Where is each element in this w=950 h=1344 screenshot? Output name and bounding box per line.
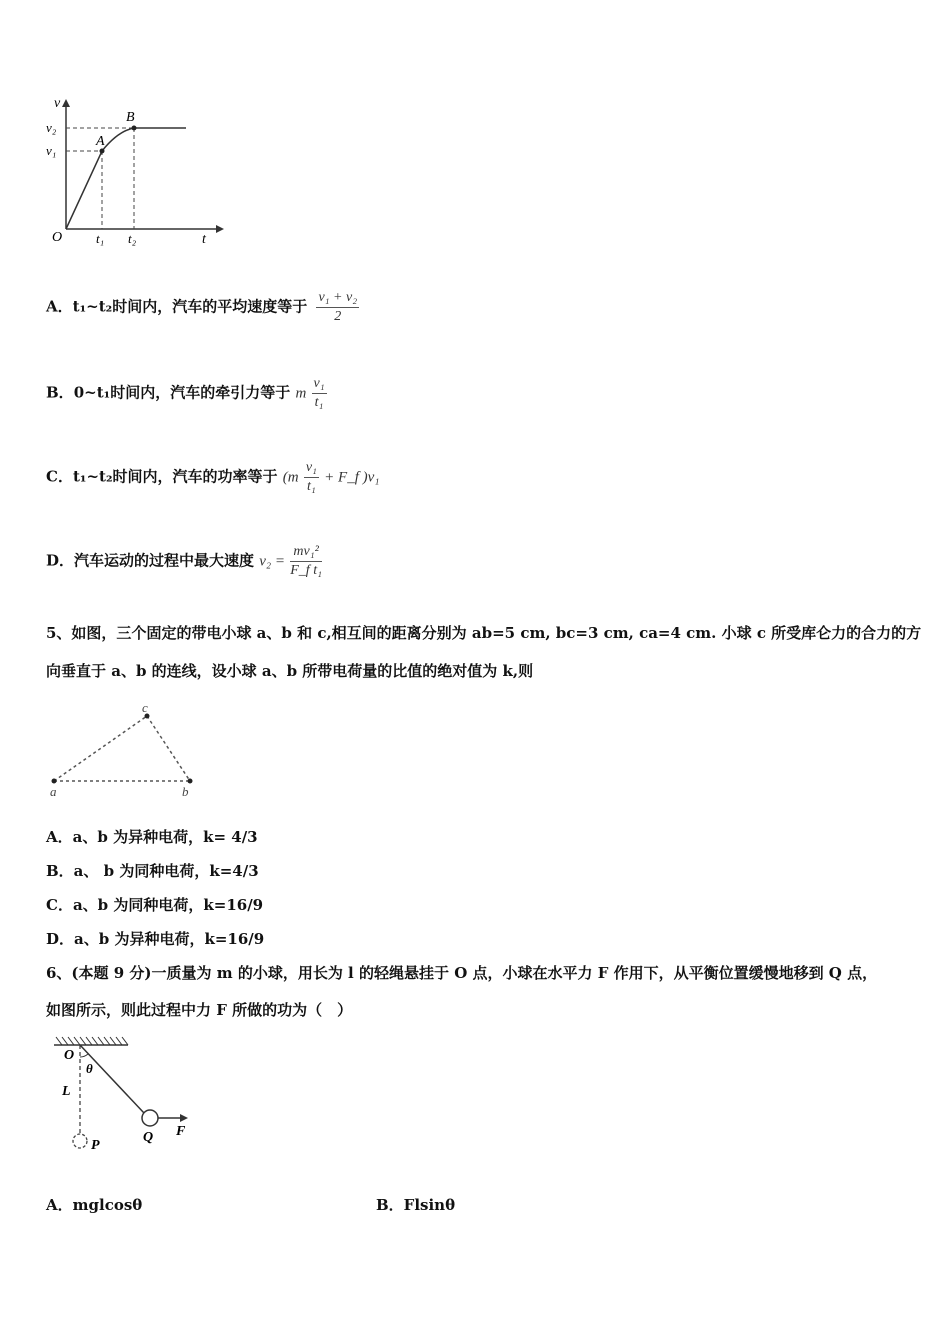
theta-arc <box>80 1054 88 1057</box>
q4-option-a: A．t₁~t₂时间内，汽车的平均速度等于 $\frac{\text{v₁ + v₂}}{2}$ <box>46 290 358 324</box>
q6-pendulum-figure <box>40 1033 200 1158</box>
force-arrow <box>180 1114 188 1122</box>
label-q: Q <box>143 1130 154 1145</box>
label-c: c <box>142 700 148 715</box>
label-o: O <box>52 230 63 245</box>
point-a <box>100 149 105 154</box>
label-o: O <box>64 1048 75 1063</box>
label-p: P <box>91 1138 100 1153</box>
q5-option-c: C．a、b 为同种电荷，k=16/9 <box>46 896 264 914</box>
q6-stem-line1: 6、(本题 9 分)一质量为 m 的小球，用长为 l 的轻绳悬挂于 O 点，小球在水平力 F 作用下，从平衡位置缓慢地移到 Q 点， <box>46 964 878 982</box>
label-a: A <box>96 134 105 149</box>
q4-option-d: D．汽车运动的过程中最大速度 v₂ = $\frac{\text{mv₁²}}{\text{F\_f t₁}}$ <box>46 544 322 578</box>
ball-p <box>73 1134 87 1148</box>
ball-a <box>52 779 57 784</box>
label-a: a <box>50 784 57 799</box>
q4-option-c: C．t₁~t₂时间内，汽车的功率等于 (m $\frac{\text{v₁}}{\text{t₁}}$ + F_f )v₁ <box>46 460 380 494</box>
q6-option-a: A．mglcosθ <box>46 1196 143 1214</box>
q4-option-b: B．0~t₁时间内，汽车的牵引力等于 m $\frac{\text{v₁}}{\text{t₁}}$ <box>46 376 325 410</box>
label-v: v <box>54 96 61 111</box>
label-t: t <box>202 232 206 247</box>
label-t1: t₁ <box>96 231 105 246</box>
q5-triangle-figure <box>40 700 210 800</box>
label-f: F <box>176 1124 186 1139</box>
point-b <box>132 126 137 131</box>
segment-bc <box>147 716 190 781</box>
q6-stem-line2: 如图所示，则此过程中力 F 所做的功为（ ） <box>46 1001 353 1019</box>
label-b: B <box>126 110 135 125</box>
q5-stem-line1: 5、如图，三个固定的带电小球 a、b 和 c,相互间的距离分别为 ab=5 cm, bc=3 cm, ca=4 cm. 小球 c 所受库仑力的合力的方 <box>46 624 922 642</box>
label-theta: θ <box>86 1061 93 1076</box>
vt-curve <box>66 128 186 229</box>
label-v1: v₁ <box>46 143 57 158</box>
q5-stem-line2: 向垂直于 a、b 的连线，设小球 a、b 所带电荷量的比值的绝对值为 k,则 <box>46 662 534 680</box>
ball-b <box>188 779 193 784</box>
v-axis-arrow <box>62 99 70 107</box>
q6-option-b: B．Flsinθ <box>376 1196 456 1214</box>
ball-q <box>142 1110 158 1126</box>
rope <box>80 1045 144 1113</box>
vt-graph <box>40 95 230 250</box>
ceiling-hatch <box>56 1037 128 1045</box>
q5-option-a: A．a、b 为异种电荷，k= 4/3 <box>46 828 258 846</box>
q5-option-b: B．a、 b 为同种电荷，k=4/3 <box>46 862 259 880</box>
label-l: L <box>62 1084 71 1099</box>
t-axis-arrow <box>216 225 224 233</box>
q5-option-d: D．a、b 为异种电荷，k=16/9 <box>46 930 265 948</box>
label-v2: v₂ <box>46 120 57 135</box>
label-t2: t₂ <box>128 231 137 246</box>
label-b: b <box>182 784 189 799</box>
segment-ac <box>54 716 147 781</box>
